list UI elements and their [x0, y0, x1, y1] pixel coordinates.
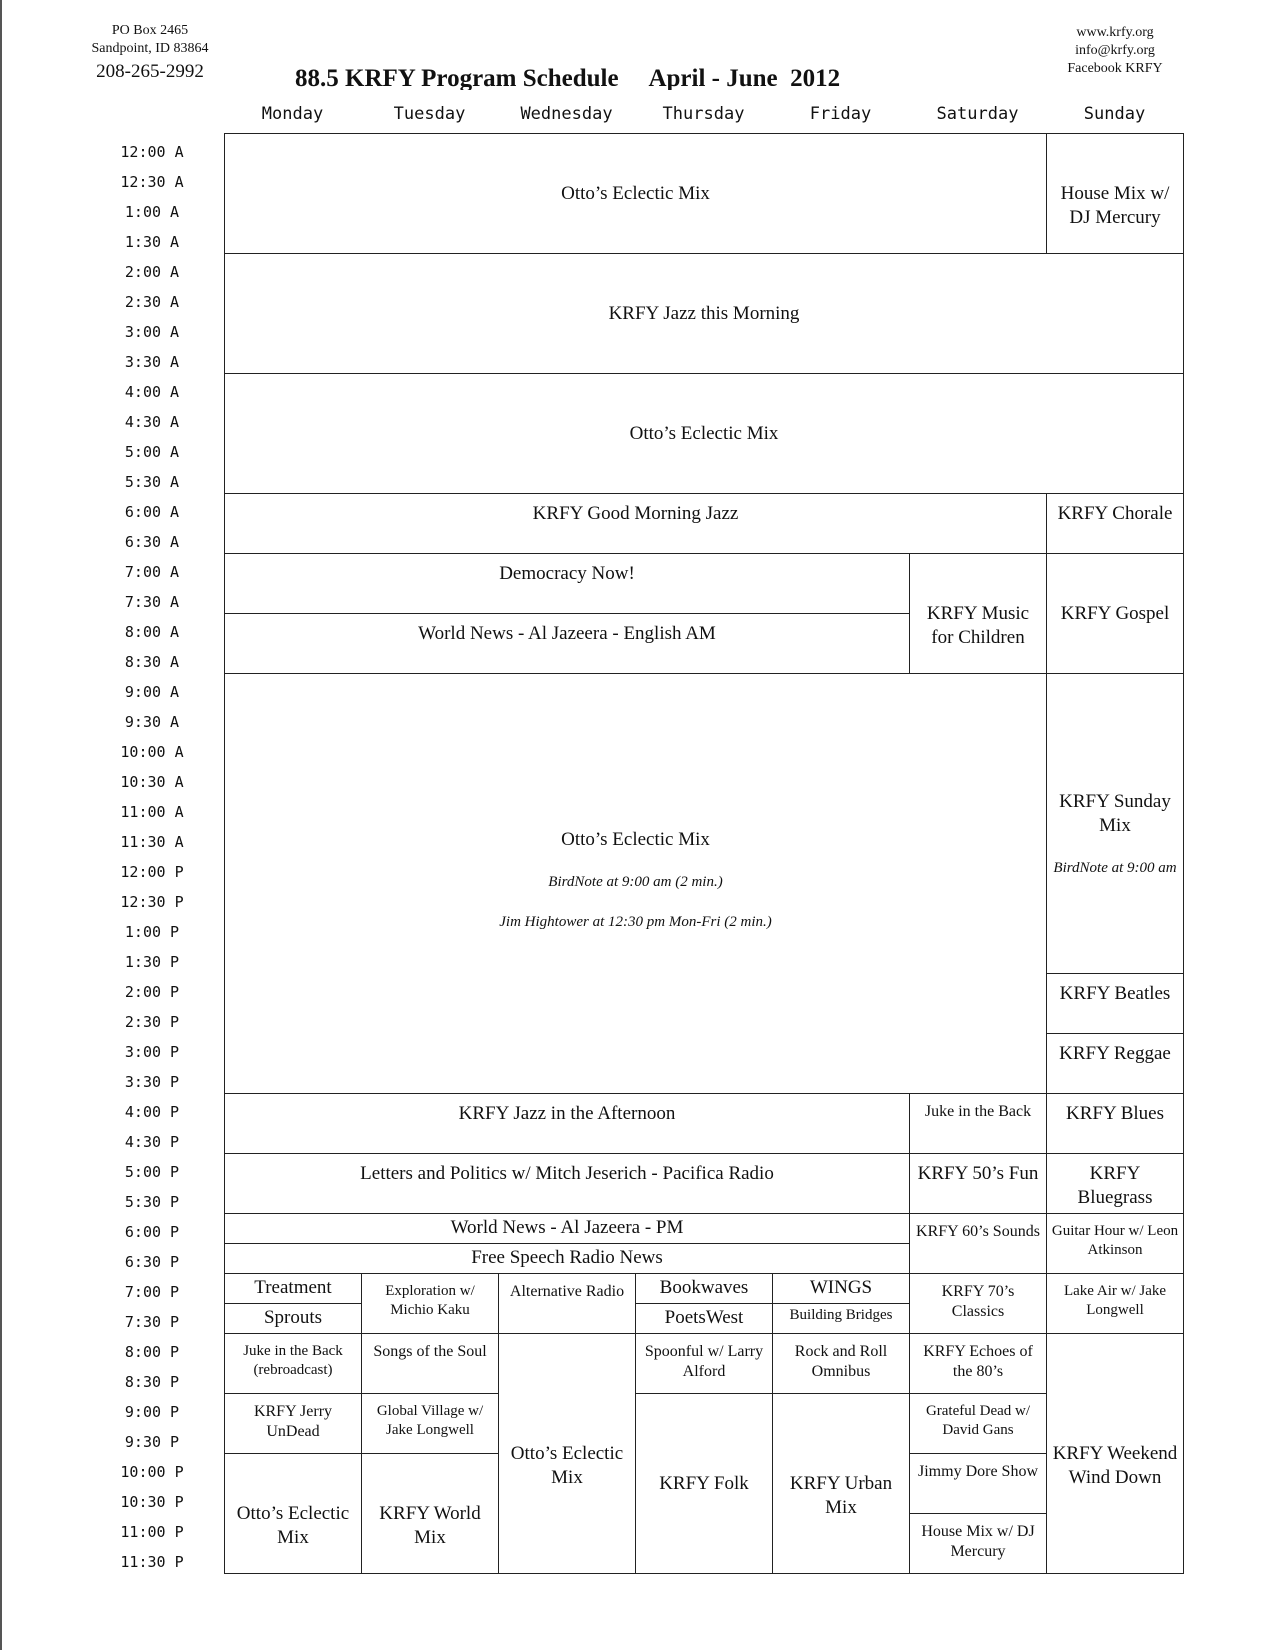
- program-ottos-eclectic-mix: [224, 673, 1047, 1094]
- time-label: 7:30 A: [124, 593, 180, 611]
- time-label: 5:30 P: [124, 1193, 180, 1211]
- day-header-monday: Monday: [261, 104, 324, 124]
- page-edge: [0, 0, 2, 1650]
- program-title: KRFY Weekend Wind Down: [1052, 1443, 1178, 1488]
- address-line-1: PO Box 2465: [111, 23, 189, 38]
- program-krfy-sunday-mix: [1046, 673, 1184, 974]
- time-label: 6:30 A: [124, 533, 180, 551]
- station-address-block: [70, 22, 230, 84]
- program-grateful-dead-w-david-gans: [909, 1393, 1047, 1454]
- program-lake-air-w-jake-longwell: [1046, 1273, 1184, 1334]
- time-label: 10:00 A: [120, 743, 184, 761]
- program-guitar-hour-w-leon-atkinson: [1046, 1213, 1184, 1274]
- program-note: BirdNote at 9:00 am (2 min.): [548, 874, 723, 890]
- time-label: 12:30 A: [120, 173, 184, 191]
- program-title: KRFY World Mix: [379, 1503, 481, 1548]
- program-global-village-w-jake-longwell: [361, 1393, 499, 1454]
- program-title: Treatment: [254, 1277, 332, 1298]
- time-label: 7:30 P: [124, 1313, 180, 1331]
- time-label: 2:30 P: [124, 1013, 180, 1031]
- program-title: KRFY Jerry UnDead: [253, 1403, 333, 1440]
- time-label: 2:00 P: [124, 983, 180, 1001]
- time-label: 12:30 P: [120, 893, 184, 911]
- schedule-title: 88.5 KRFY Program Schedule April - June 2012: [295, 65, 841, 90]
- program-title: KRFY Jazz this Morning: [608, 303, 800, 324]
- station-contact-block: [1040, 24, 1190, 78]
- time-label: 11:00 A: [120, 803, 184, 821]
- program-title: KRFY 50’s Fun: [917, 1163, 1039, 1184]
- time-label: 5:00 A: [124, 443, 180, 461]
- program-krfy-echoes-of-the-80s: [909, 1333, 1047, 1394]
- program-title: Bookwaves: [659, 1277, 749, 1298]
- program-title: KRFY Music for Children: [926, 603, 1030, 648]
- program-title: Alternative Radio: [509, 1283, 625, 1300]
- program-building-bridges: [772, 1303, 910, 1334]
- program-title: KRFY Bluegrass: [1077, 1163, 1153, 1208]
- time-label: 11:30 P: [120, 1553, 184, 1571]
- program-democracy-now: [224, 553, 910, 614]
- station-phone: 208-265-2992: [96, 61, 204, 82]
- program-title: Democracy Now!: [499, 563, 635, 584]
- time-label: 10:00 P: [120, 1463, 184, 1481]
- program-free-speech-radio-news: [224, 1243, 910, 1274]
- day-header-thursday: Thursday: [662, 104, 745, 124]
- time-label: 1:00 A: [124, 203, 180, 221]
- program-poetswest: [635, 1303, 773, 1334]
- time-label: 2:30 A: [124, 293, 180, 311]
- time-label: 4:00 A: [124, 383, 180, 401]
- program-title: Rock and Roll Omnibus: [794, 1343, 888, 1380]
- time-label: 5:30 A: [124, 473, 180, 491]
- program-exploration-w-michio-kaku: [361, 1273, 499, 1334]
- program-krfy-chorale: [1046, 493, 1184, 554]
- time-label: 8:00 A: [124, 623, 180, 641]
- program-title: World News - Al Jazeera - English AM: [418, 623, 716, 644]
- program-title: House Mix w/ DJ Mercury: [921, 1523, 1035, 1560]
- time-label: 11:30 A: [120, 833, 184, 851]
- program-house-mix-w-dj-mercury: [1046, 133, 1184, 254]
- program-krfy-weekend-wind-down: [1046, 1333, 1184, 1574]
- time-label: 6:00 A: [124, 503, 180, 521]
- program-krfy-gospel: [1046, 553, 1184, 674]
- program-title: Otto’s Eclectic Mix: [561, 183, 710, 204]
- program-krfy-jerry-undead: [224, 1393, 362, 1454]
- time-label: 4:30 A: [124, 413, 180, 431]
- time-label: 1:30 A: [124, 233, 180, 251]
- program-title: KRFY Blues: [1065, 1103, 1164, 1124]
- time-label: 8:30 A: [124, 653, 180, 671]
- time-label: 12:00 A: [120, 143, 184, 161]
- program-title: Lake Air w/ Jake Longwell: [1063, 1283, 1167, 1318]
- time-label: 8:30 P: [124, 1373, 180, 1391]
- program-juke-in-the-back: [909, 1093, 1047, 1154]
- program-krfy-world-mix: [361, 1453, 499, 1574]
- day-header-saturday: Saturday: [936, 104, 1019, 124]
- program-note: BirdNote at 9:00 am: [1053, 860, 1177, 876]
- program-songs-of-the-soul: [361, 1333, 499, 1394]
- program-krfy-music-for-children: [909, 553, 1047, 674]
- time-label: 7:00 P: [124, 1283, 180, 1301]
- program-title: Exploration w/ Michio Kaku: [385, 1283, 475, 1318]
- program-krfy-60s-sounds: [909, 1213, 1047, 1274]
- time-label: 2:00 A: [124, 263, 180, 281]
- program-title: Building Bridges: [789, 1307, 893, 1323]
- program-bookwaves: [635, 1273, 773, 1304]
- time-label: 3:30 A: [124, 353, 180, 371]
- program-title: Otto’s Eclectic Mix: [561, 829, 710, 850]
- program-title: Juke in the Back (rebroadcast): [243, 1343, 343, 1378]
- time-label: 10:30 P: [120, 1493, 184, 1511]
- program-wings: [772, 1273, 910, 1304]
- program-title: Spoonful w/ Larry Alford: [644, 1343, 764, 1380]
- program-treatment: [224, 1273, 362, 1304]
- time-label: 4:30 P: [124, 1133, 180, 1151]
- day-header-tuesday: Tuesday: [393, 104, 466, 124]
- program-title: World News - Al Jazeera - PM: [450, 1217, 684, 1238]
- program-title: Juke in the Back: [924, 1103, 1032, 1120]
- time-label: 3:30 P: [124, 1073, 180, 1091]
- program-krfy-bluegrass: [1046, 1153, 1184, 1214]
- program-title: KRFY Gospel: [1060, 603, 1170, 624]
- time-label: 4:00 P: [124, 1103, 180, 1121]
- program-krfy-reggae: [1046, 1033, 1184, 1094]
- program-alternative-radio: [498, 1273, 636, 1334]
- time-label: 6:30 P: [124, 1253, 180, 1271]
- program-title: Guitar Hour w/ Leon Atkinson: [1051, 1223, 1179, 1258]
- program-world-news-al-jazeera-pm: [224, 1213, 910, 1244]
- program-title: Otto’s Eclectic Mix: [510, 1443, 624, 1488]
- program-title: WINGS: [809, 1277, 873, 1298]
- program-ottos-eclectic-mix: [224, 1453, 362, 1574]
- address-line-2: Sandpoint, ID 83864: [91, 41, 209, 56]
- time-label: 11:00 P: [120, 1523, 184, 1541]
- program-title: PoetsWest: [664, 1307, 744, 1328]
- time-label: 3:00 A: [124, 323, 180, 341]
- program-title: KRFY Sunday Mix: [1059, 791, 1171, 836]
- program-title: Free Speech Radio News: [471, 1247, 663, 1268]
- time-label: 9:30 A: [124, 713, 180, 731]
- day-header-wednesday: Wednesday: [520, 104, 613, 124]
- program-ottos-eclectic-mix: [224, 133, 1047, 254]
- program-krfy-beatles: [1046, 973, 1184, 1034]
- program-title: KRFY Good Morning Jazz: [532, 503, 739, 524]
- day-header-friday: Friday: [809, 104, 872, 124]
- time-label: 5:00 P: [124, 1163, 180, 1181]
- program-krfy-urban-mix: [772, 1393, 910, 1574]
- program-krfy-50s-fun: [909, 1153, 1047, 1214]
- time-label: 8:00 P: [124, 1343, 180, 1361]
- program-spoonful-w-larry-alford: [635, 1333, 773, 1394]
- program-title: Grateful Dead w/ David Gans: [925, 1403, 1031, 1438]
- facebook-label: Facebook KRFY: [1067, 61, 1163, 76]
- day-header-sunday: Sunday: [1083, 104, 1146, 124]
- program-title: KRFY Urban Mix: [789, 1473, 893, 1518]
- program-house-mix-w-dj-mercury: [909, 1513, 1047, 1574]
- program-title: Sprouts: [263, 1307, 323, 1328]
- program-krfy-jazz-this-morning: [224, 253, 1184, 374]
- program-title: KRFY Reggae: [1059, 1043, 1171, 1064]
- program-title: KRFY Echoes of the 80’s: [923, 1343, 1033, 1380]
- program-krfy-folk: [635, 1393, 773, 1574]
- time-label: 3:00 P: [124, 1043, 180, 1061]
- time-label: 7:00 A: [124, 563, 180, 581]
- program-title: House Mix w/ DJ Mercury: [1060, 183, 1170, 228]
- program-title: Letters and Politics w/ Mitch Jeserich - Pacifica Radio: [360, 1163, 774, 1184]
- program-note: Jim Hightower at 12:30 pm Mon-Fri (2 min.): [499, 914, 772, 930]
- time-label: 9:00 P: [124, 1403, 180, 1421]
- program-ottos-eclectic-mix: [498, 1333, 636, 1574]
- time-label: 9:30 P: [124, 1433, 180, 1451]
- program-title: KRFY 70’s Classics: [941, 1283, 1015, 1320]
- program-title: Songs of the Soul: [373, 1343, 487, 1360]
- program-krfy-good-morning-jazz: [224, 493, 1047, 554]
- program-letters-and-politics-w-mitch-jeserich-pacifica-radio: [224, 1153, 910, 1214]
- email-link[interactable]: info@krfy.org: [1075, 43, 1155, 58]
- time-label: 12:00 P: [120, 863, 184, 881]
- program-krfy-70s-classics: [909, 1273, 1047, 1334]
- program-ottos-eclectic-mix: [224, 373, 1184, 494]
- program-juke-in-the-back-rebroadcast: [224, 1333, 362, 1394]
- website-link[interactable]: www.krfy.org: [1076, 25, 1154, 40]
- program-title: Otto’s Eclectic Mix: [629, 423, 779, 444]
- time-label: 10:30 A: [120, 773, 184, 791]
- program-krfy-blues: [1046, 1093, 1184, 1154]
- program-title: KRFY Jazz in the Afternoon: [458, 1103, 676, 1124]
- program-title: KRFY Folk: [659, 1473, 749, 1494]
- time-label: 1:30 P: [124, 953, 180, 971]
- program-title: Global Village w/ Jake Longwell: [376, 1403, 484, 1438]
- time-label: 1:00 P: [124, 923, 180, 941]
- program-title: KRFY 60’s Sounds: [916, 1223, 1040, 1240]
- program-rock-and-roll-omnibus: [772, 1333, 910, 1394]
- program-krfy-jazz-in-the-afternoon: [224, 1093, 910, 1154]
- program-jimmy-dore-show: [909, 1453, 1047, 1514]
- time-label: 6:00 P: [124, 1223, 180, 1241]
- program-sprouts: [224, 1303, 362, 1334]
- schedule-grid: [224, 133, 1183, 1574]
- program-world-news-al-jazeera-english-am: [224, 613, 910, 674]
- program-title: KRFY Beatles: [1059, 983, 1171, 1004]
- time-label: 9:00 A: [124, 683, 180, 701]
- program-title: Jimmy Dore Show: [918, 1463, 1038, 1480]
- program-title: KRFY Chorale: [1057, 503, 1173, 524]
- program-title: Otto’s Eclectic Mix: [236, 1503, 350, 1548]
